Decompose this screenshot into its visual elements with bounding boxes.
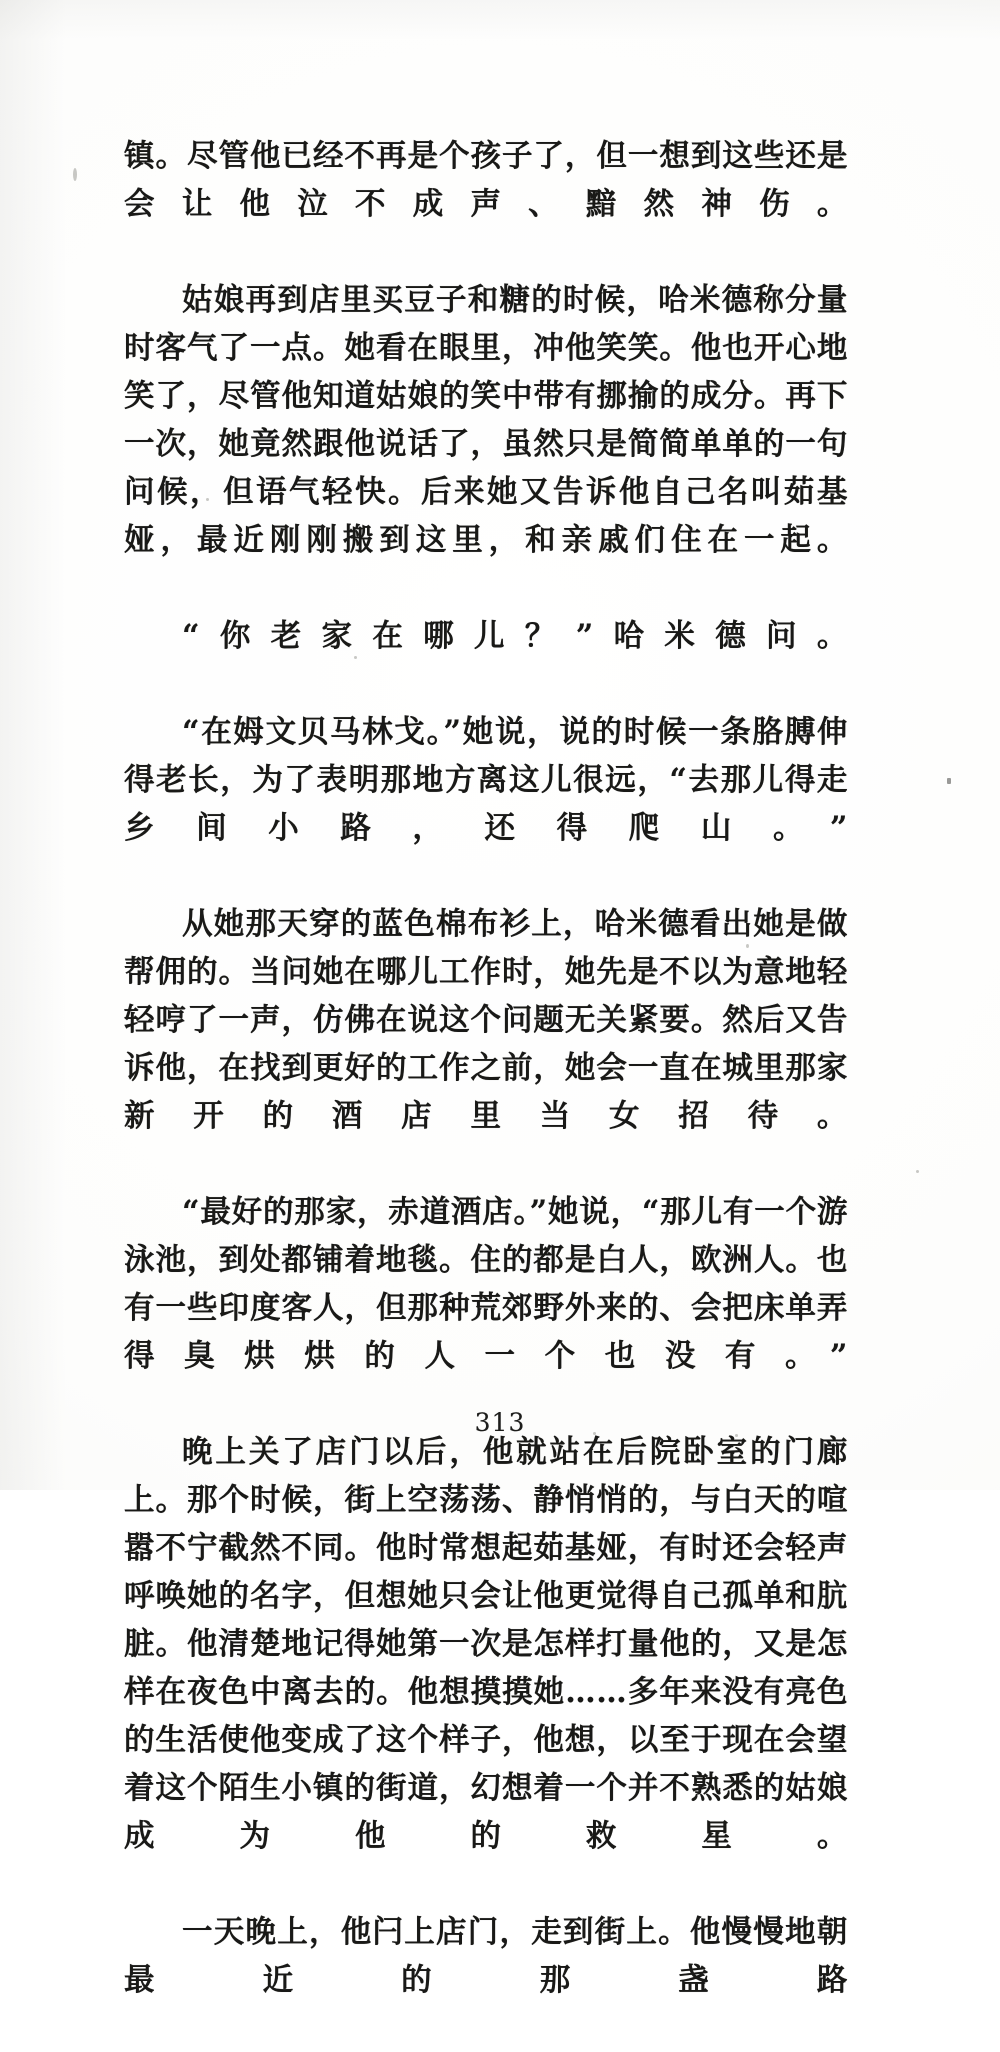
- paragraph-4: “在姆文贝马林戈。”她说，说的时候一条胳膊伸得老长，为了表明那地方离这儿很远，“去那儿得走乡间小路，还得爬山。”: [124, 714, 848, 846]
- paragraph-8: 一天晚上，他闩上店门，走到街上。他慢慢地朝最近的那盏路: [124, 1914, 848, 1998]
- page-number: 313: [474, 1408, 526, 1437]
- page-gutter-shading: [0, 0, 66, 1490]
- paragraph-6: “最好的那家，赤道酒店。”她说，“那儿有一个游泳池，到处都铺着地毯。住的都是白人，欧洲人。也有一些印度客人，但那种荒郊野外来的、会把床单弄得臭烘烘的人一个也没有。”: [124, 1194, 848, 1374]
- scan-speck: [73, 168, 77, 181]
- paragraph-3: “你老家在哪儿？”哈米德问。: [182, 618, 848, 654]
- paragraph-1: 镇。尽管他已经不再是个孩子了，但一想到这些还是会让他泣不成声、黯然神伤。: [124, 138, 848, 222]
- scan-speck: [947, 778, 951, 784]
- paragraph-7: 晚上关了店门以后，他就站在后院卧室的门廊上。那个时候，街上空荡荡、静悄悄的，与白天的喧嚣不宁截然不同。他时常想起茹基娅，有时还会轻声呼唤她的名字，但想她只会让他更觉得自己孤单和肮脏。他清楚地记得她第一次是怎样打量他的，又是怎样在夜色中离去的。他想摸摸她……多年来没有亮色的生活使他变成了这个样子，他想，以至于现在会望着这个陌生小镇的街道，幻想着一个并不熟悉的姑娘成为他的救星。: [124, 1434, 848, 1854]
- paragraph-5: 从她那天穿的蓝色棉布衫上，哈米德看出她是做帮佣的。当问她在哪儿工作时，她先是不以为意地轻轻哼了一声，仿佛在说这个问题无关紧要。然后又告诉他，在找到更好的工作之前，她会一直在城里那家新开的酒店里当女招待。: [124, 906, 848, 1134]
- page-top-edge-shading: [0, 0, 1000, 40]
- paragraph-2: 姑娘再到店里买豆子和糖的时候，哈米德称分量时客气了一点。她看在眼里，冲他笑笑。他也开心地笑了，尽管他知道姑娘的笑中带有挪揄的成分。再下一次，她竟然跟他说话了，虽然只是简简单单的一句问候，但语气轻快。后来她又告诉他自己名叫茹基娅，最近刚刚搬到这里，和亲戚们住在一起。: [124, 282, 848, 558]
- body-text-column: [124, 132, 848, 2052]
- scan-speck: [916, 1170, 919, 1173]
